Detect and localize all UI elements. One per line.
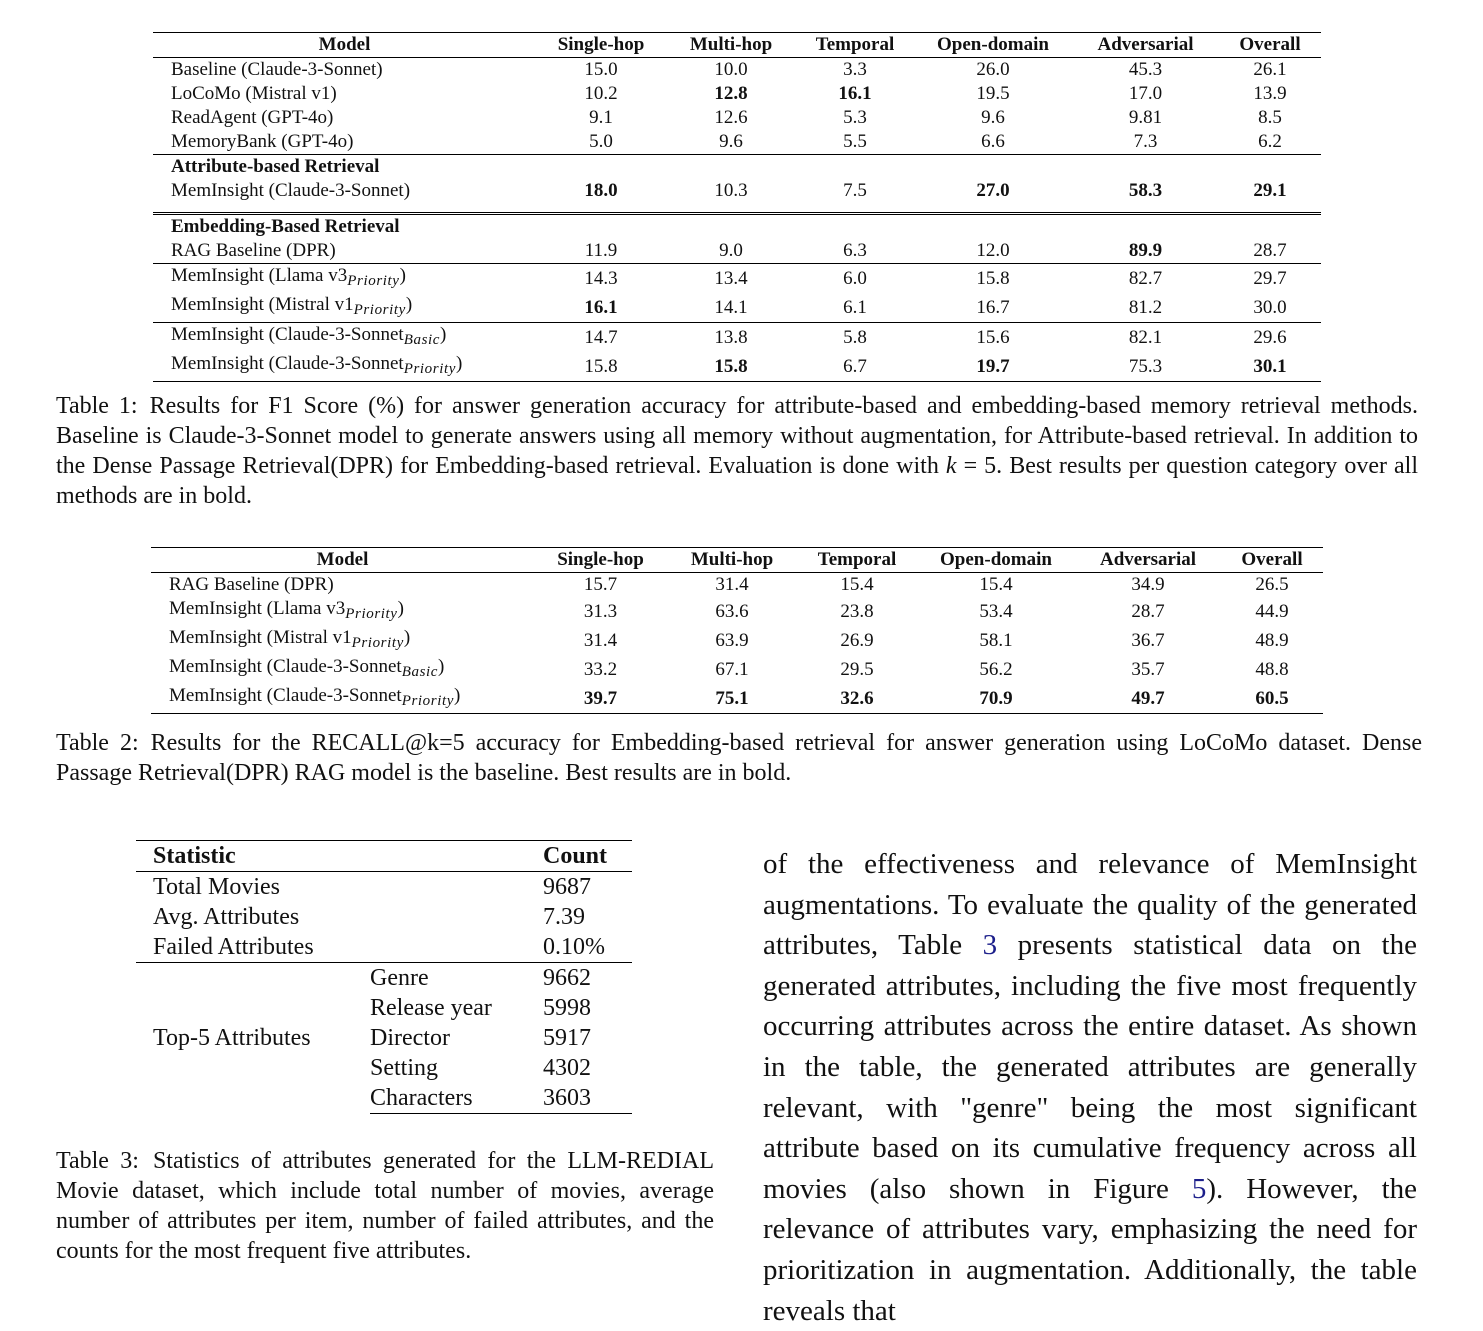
caption-label: Table 2:: [56, 730, 139, 756]
section-row: [153, 214, 1321, 240]
table-reference-link[interactable]: 3: [982, 929, 998, 962]
cell: 35.7: [1131, 658, 1165, 680]
cell: 48.8: [1255, 658, 1289, 680]
header-adversarial: Adversarial: [1097, 34, 1194, 55]
cell-best: 16.1: [838, 83, 872, 104]
table-row: [151, 655, 1323, 684]
cell-best: 89.9: [1128, 240, 1163, 261]
header-count: Count: [543, 843, 608, 869]
cell: 31.3: [583, 600, 618, 622]
table-2-caption: Table 2: Results for the RECALL@k=5 accuracy for Embedding-based retrieval for answer generation using LoCoMo dataset. Dense Passage Retrieval(DPR) RAG model is the baseline. Best results are in bold.: [56, 730, 1423, 786]
cell: 6.6: [981, 131, 1005, 152]
table-row: [153, 264, 1321, 294]
table-row: [151, 626, 1323, 655]
cell: 15.0: [584, 59, 618, 80]
header-open-domain: Open-domain: [940, 549, 1052, 570]
cell: 28.7: [1131, 600, 1165, 622]
cell: 26.9: [840, 629, 874, 651]
cell: 10.0: [714, 59, 748, 80]
top-attributes-label: Top-5 Attributes: [136, 963, 370, 1114]
table-row: [153, 239, 1321, 264]
attribute-name: Characters: [370, 1083, 543, 1114]
cell: 15.4: [840, 574, 874, 595]
table-row: [153, 352, 1321, 382]
model-name: ReadAgent (GPT-4o): [171, 107, 334, 128]
cell-best: 49.7: [1075, 684, 1221, 714]
table-row: [153, 293, 1321, 323]
cell: 9.0: [719, 240, 743, 261]
cell: 67.1: [715, 658, 749, 680]
attribute-count: 5998: [543, 995, 591, 1021]
header-open-domain: Open-domain: [937, 34, 1049, 55]
model-name: MemInsight (Llama $v3_{Priority}$): [153, 264, 536, 294]
cell-best: 30.1: [1219, 352, 1321, 382]
cell: 33.2: [583, 658, 618, 680]
table-row: [136, 902, 632, 932]
table-1-caption: Table 1: Results for F1 Score (%) for answer generation accuracy for attribute-based and embedding-based memory retrieval methods. Baseline is Claude-3-Sonnet model to generate answers using all memory without augmentation, for Attribute-based retrieval. In addition to the Dense Passage Retrieval(DPR) for Embedding-based retrieval. Evaluation is done with k = 5. Best results per question category over all methods are in bold.: [56, 393, 1418, 509]
cell: 29.5: [840, 658, 874, 680]
table-row: [151, 597, 1323, 626]
cell: 34.9: [1131, 574, 1165, 595]
section-embedding-based: Embedding-Based Retrieval: [153, 214, 1321, 240]
header-overall: Overall: [1241, 549, 1303, 570]
figure-reference-link[interactable]: 5: [1191, 1172, 1207, 1205]
model-name: MemInsight (Claude-3-Sonnet$_{Priority}$): [153, 352, 536, 382]
cell-best: 19.7: [914, 352, 1072, 382]
cell: 29.7: [1219, 264, 1321, 294]
cell: 14.1: [714, 296, 748, 318]
cell: 14.3: [536, 264, 666, 294]
cell: 6.2: [1258, 131, 1282, 152]
cell: 36.7: [1131, 629, 1165, 651]
cell-best: 18.0: [584, 180, 618, 201]
table-2: [151, 547, 1323, 714]
table-row: [136, 932, 632, 963]
statistic-label: Total Movies: [153, 874, 280, 900]
cell-best: 12.8: [714, 83, 748, 104]
cell: 15.7: [583, 574, 618, 595]
header-temporal: Temporal: [815, 34, 895, 55]
attribute-count: 9662: [543, 963, 632, 994]
cell: 6.3: [843, 240, 867, 261]
cell-best: 60.5: [1221, 684, 1323, 714]
header-temporal: Temporal: [817, 549, 897, 570]
cell: 15.4: [979, 574, 1013, 595]
cell: 56.2: [979, 658, 1013, 680]
cell: 7.3: [1133, 131, 1158, 152]
header-overall: Overall: [1239, 34, 1301, 55]
model-name: MemInsight (Mistral $v1_{Priority}$): [169, 627, 411, 651]
cell: 45.3: [1128, 59, 1163, 80]
cell: 16.7: [976, 296, 1010, 318]
cell: 19.5: [976, 83, 1010, 104]
statistic-label: Avg. Attributes: [153, 904, 300, 930]
cell: 63.6: [715, 600, 749, 622]
table-3-header-row: [136, 841, 632, 872]
cell: 8.5: [1258, 107, 1282, 128]
cell: 26.0: [976, 59, 1010, 80]
cell: 31.4: [715, 574, 749, 595]
table-row: [153, 82, 1321, 106]
attribute-name: Release year: [370, 995, 492, 1021]
cell: 5.8: [796, 323, 914, 353]
cell-best: 70.9: [917, 684, 1075, 714]
table-3: [136, 840, 632, 1114]
cell: 28.7: [1253, 240, 1287, 261]
model-name: LoCoMo (Mistral v1): [171, 83, 337, 104]
cell: 6.1: [843, 296, 867, 318]
header-model: Model: [316, 549, 369, 570]
header-adversarial: Adversarial: [1099, 549, 1197, 570]
header-statistic: Statistic: [153, 843, 236, 869]
cell: 5.5: [843, 131, 867, 152]
cell-best: 75.1: [667, 684, 797, 714]
cell: 3.3: [843, 59, 867, 80]
cell-best: 27.0: [976, 180, 1010, 201]
cell: 75.3: [1072, 352, 1219, 382]
cell-best: 16.1: [584, 296, 618, 318]
model-name: MemInsight (Mistral $v1_{Priority}$): [171, 294, 413, 318]
model-name: MemInsight (Llama $v3_{Priority}$): [169, 598, 404, 622]
section-row: [153, 155, 1321, 180]
table-3-caption: Table 3: Statistics of attributes generated for the LLM-REDIAL Movie dataset, which include total number of movies, average number of attributes per item, number of failed attributes, and the counts for the most frequent five attributes.: [56, 1148, 714, 1264]
header-single-hop: Single-hop: [557, 34, 645, 55]
cell: 44.9: [1255, 600, 1289, 622]
attribute-name: Genre: [370, 963, 543, 994]
cell-best: 32.6: [797, 684, 917, 714]
statistic-label: Failed Attributes: [153, 934, 314, 960]
model-name: MemInsight (Claude-3-Sonnet$_{Priority}$): [151, 684, 534, 714]
header-multi-hop: Multi-hop: [689, 34, 773, 55]
cell: 6.7: [796, 352, 914, 382]
attribute-count: 5917: [543, 1025, 591, 1051]
table-row: [153, 58, 1321, 83]
statistic-count: 9687: [543, 874, 591, 900]
cell: 31.4: [583, 629, 618, 651]
cell: 10.2: [584, 83, 618, 104]
cell: 11.9: [584, 240, 618, 261]
model-name: MemInsight (Claude-3-Sonnet): [171, 180, 411, 201]
header-multi-hop: Multi-hop: [690, 549, 774, 570]
attribute-name: Director: [370, 1025, 450, 1051]
table-1: [153, 32, 1321, 382]
table-row: [151, 573, 1323, 598]
cell: 29.6: [1219, 323, 1321, 353]
cell: 82.1: [1072, 323, 1219, 353]
body-paragraph: of the effectiveness and relevance of MemInsight augmentations. To evaluate the quality of the generated attributes, Table 3 presents statistical data on the generated attributes, including the five most frequently occurring attributes across the entire dataset. As shown in the table, the generated attributes are generally relevant, with "genre" being the most significant attribute based on its cumulative frequency across all movies (also shown in Figure 5). However, the relevance of attributes vary, emphasizing the need for prioritization in augmentation. Additionally, the table reveals that: [763, 848, 1417, 1327]
cell: 10.3: [714, 180, 748, 201]
cell: 13.8: [666, 323, 796, 353]
cell: 15.8: [536, 352, 666, 382]
cell-best: 15.8: [666, 352, 796, 382]
cell: 5.3: [843, 107, 867, 128]
statistic-count: 0.10%: [543, 934, 605, 960]
cell: 82.7: [1072, 264, 1219, 294]
cell: 58.1: [979, 629, 1013, 651]
cell: 6.0: [796, 264, 914, 294]
cell-best: 58.3: [1128, 180, 1163, 201]
attribute-name: Setting: [370, 1055, 439, 1081]
table-2-header-row: [151, 548, 1323, 573]
table-row: [153, 179, 1321, 203]
caption-label: Table 1:: [56, 393, 138, 419]
cell: 12.0: [976, 240, 1010, 261]
cell: 14.7: [536, 323, 666, 353]
cell: 81.2: [1128, 296, 1163, 318]
cell: 26.5: [1255, 574, 1289, 595]
cell: 63.9: [715, 629, 749, 651]
cell: 9.6: [719, 131, 743, 152]
attribute-count: 3603: [543, 1083, 632, 1114]
cell-best: 39.7: [534, 684, 667, 714]
cell: 26.1: [1253, 59, 1287, 80]
model-name: MemInsight (Claude-3-Sonnet$_{Basic}$): [153, 323, 536, 353]
table-row: [153, 106, 1321, 130]
model-name: RAG Baseline (DPR): [169, 574, 334, 595]
table-row: [153, 323, 1321, 353]
header-model: Model: [318, 34, 371, 55]
model-name: Baseline (Claude-3-Sonnet): [171, 59, 383, 80]
cell: 9.6: [981, 107, 1005, 128]
cell: 9.81: [1128, 107, 1163, 128]
cell: 17.0: [1128, 83, 1163, 104]
cell: 23.8: [840, 600, 874, 622]
cell: 13.4: [666, 264, 796, 294]
cell: 15.6: [914, 323, 1072, 353]
cell: 9.1: [589, 107, 613, 128]
table-row: [153, 130, 1321, 155]
cell: 7.5: [843, 180, 867, 201]
caption-label: Table 3:: [56, 1148, 139, 1174]
table-row: [151, 684, 1323, 714]
model-name: MemInsight (Claude-3-Sonnet$_{Basic}$): [169, 656, 445, 680]
cell-best: 29.1: [1253, 180, 1287, 201]
model-name: RAG Baseline (DPR): [171, 240, 336, 261]
cell: 12.6: [714, 107, 748, 128]
statistic-count: 7.39: [543, 904, 585, 930]
cell: 48.9: [1255, 629, 1289, 651]
model-name: MemoryBank (GPT-4o): [171, 131, 354, 152]
table-row: [136, 963, 632, 994]
header-single-hop: Single-hop: [557, 549, 644, 570]
table-1-header-row: [153, 33, 1321, 58]
cell: 30.0: [1253, 296, 1287, 318]
attribute-count: 4302: [543, 1055, 591, 1081]
section-attribute-based: Attribute-based Retrieval: [153, 155, 1321, 180]
cell: 15.8: [914, 264, 1072, 294]
cell: 53.4: [979, 600, 1013, 622]
cell: 5.0: [589, 131, 613, 152]
cell: 13.9: [1253, 83, 1287, 104]
table-row: [136, 872, 632, 903]
